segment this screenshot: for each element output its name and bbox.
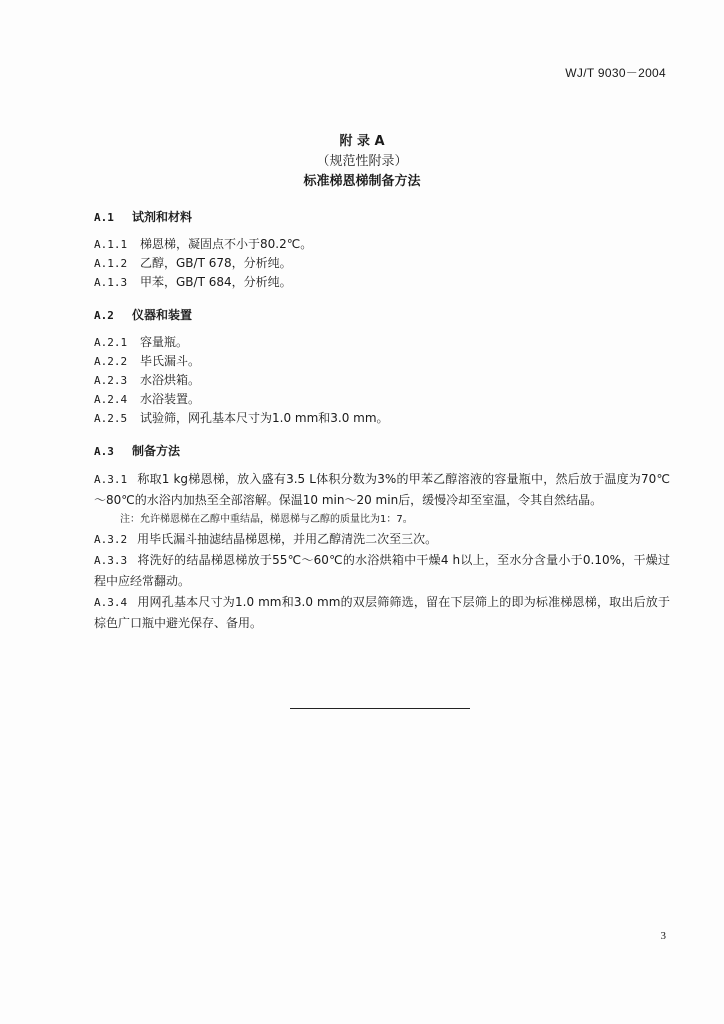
clause-number: A.2.1 [94, 336, 128, 349]
appendix-type: （规范性附录） [316, 154, 408, 169]
clause [94, 254, 670, 273]
section-number: A.1 [94, 211, 114, 224]
clause-paragraph [94, 550, 670, 592]
clause [94, 273, 670, 292]
document-body [94, 208, 670, 634]
standard-code: WJ/T 9030－2004 [565, 66, 666, 80]
appendix-heading: 标准梯恩梯制备方法 [303, 174, 421, 189]
end-divider [290, 708, 470, 709]
section-number: A.2 [94, 309, 114, 322]
clause-number: A.3.1 [94, 473, 128, 486]
clause-text: 水浴装置。 [140, 392, 201, 406]
appendix-label: 附 录 A [339, 134, 385, 149]
clause-number: A.2.4 [94, 393, 128, 406]
clause-number: A.1.3 [94, 276, 128, 289]
clause-number: A.1.1 [94, 238, 128, 251]
section-title: 试剂和材料 [132, 210, 193, 224]
clause [94, 333, 670, 352]
clause-paragraph [94, 469, 670, 511]
clause-text: 用网孔基本尺寸为1.0 mm和3.0 mm的双层筛筛选，留在下层筛上的即为标准梯恩梯，取出后放于棕色广口瓶中避光保存、备用。 [94, 595, 670, 630]
section-number: A.3 [94, 445, 114, 458]
section-heading [94, 208, 670, 225]
clause-text: 将洗好的结晶梯恩梯放于55℃～60℃的水浴烘箱中干燥4 h以上，至水分含量小于0.10%，干燥过程中应经常翻动。 [94, 553, 670, 588]
clause-number: A.3.4 [94, 596, 128, 609]
clause-paragraph [94, 529, 670, 550]
clause-text: 甲苯，GB/T 684，分析纯。 [140, 275, 292, 289]
clause-text: 试验筛，网孔基本尺寸为1.0 mm和3.0 mm。 [140, 411, 389, 425]
clause-text: 容量瓶。 [140, 335, 189, 349]
clause-paragraph [94, 592, 670, 634]
clause-text: 水浴烘箱。 [140, 373, 201, 387]
appendix-title-block [0, 132, 724, 192]
page-number: 3 [660, 930, 666, 942]
section-heading [94, 306, 670, 323]
clause-text: 用毕氏漏斗抽滤结晶梯恩梯，并用乙醇清洗二次至三次。 [137, 532, 438, 546]
clause-number: A.2.5 [94, 412, 128, 425]
clause-text: 毕氏漏斗。 [140, 354, 201, 368]
clause-number: A.3.2 [94, 533, 128, 546]
clause-number: A.1.2 [94, 257, 128, 270]
section-title: 制备方法 [132, 444, 181, 458]
section-title: 仪器和装置 [132, 308, 193, 322]
note-text: 注：允许梯恩梯在乙醇中重结晶，梯恩梯与乙醇的质量比为1：7。 [120, 514, 413, 525]
clause-number: A.2.3 [94, 374, 128, 387]
clause-text: 梯恩梯，凝固点不小于80.2℃。 [140, 237, 313, 251]
clause [94, 235, 670, 254]
section-heading [94, 442, 670, 459]
clause-number: A.2.2 [94, 355, 128, 368]
clause-text: 乙醇，GB/T 678，分析纯。 [140, 256, 292, 270]
clause [94, 371, 670, 390]
clause-number: A.3.3 [94, 554, 128, 567]
clause [94, 352, 670, 371]
clause-text: 称取1 kg梯恩梯，放入盛有3.5 L体积分数为3%的甲苯乙醇溶液的容量瓶中，然后放于温度为70℃～80℃的水浴内加热至全部溶解。保温10 min～20 min后，缓慢冷却至室温，令其自然结晶。 [94, 472, 670, 507]
clause [94, 390, 670, 409]
clause [94, 409, 670, 428]
